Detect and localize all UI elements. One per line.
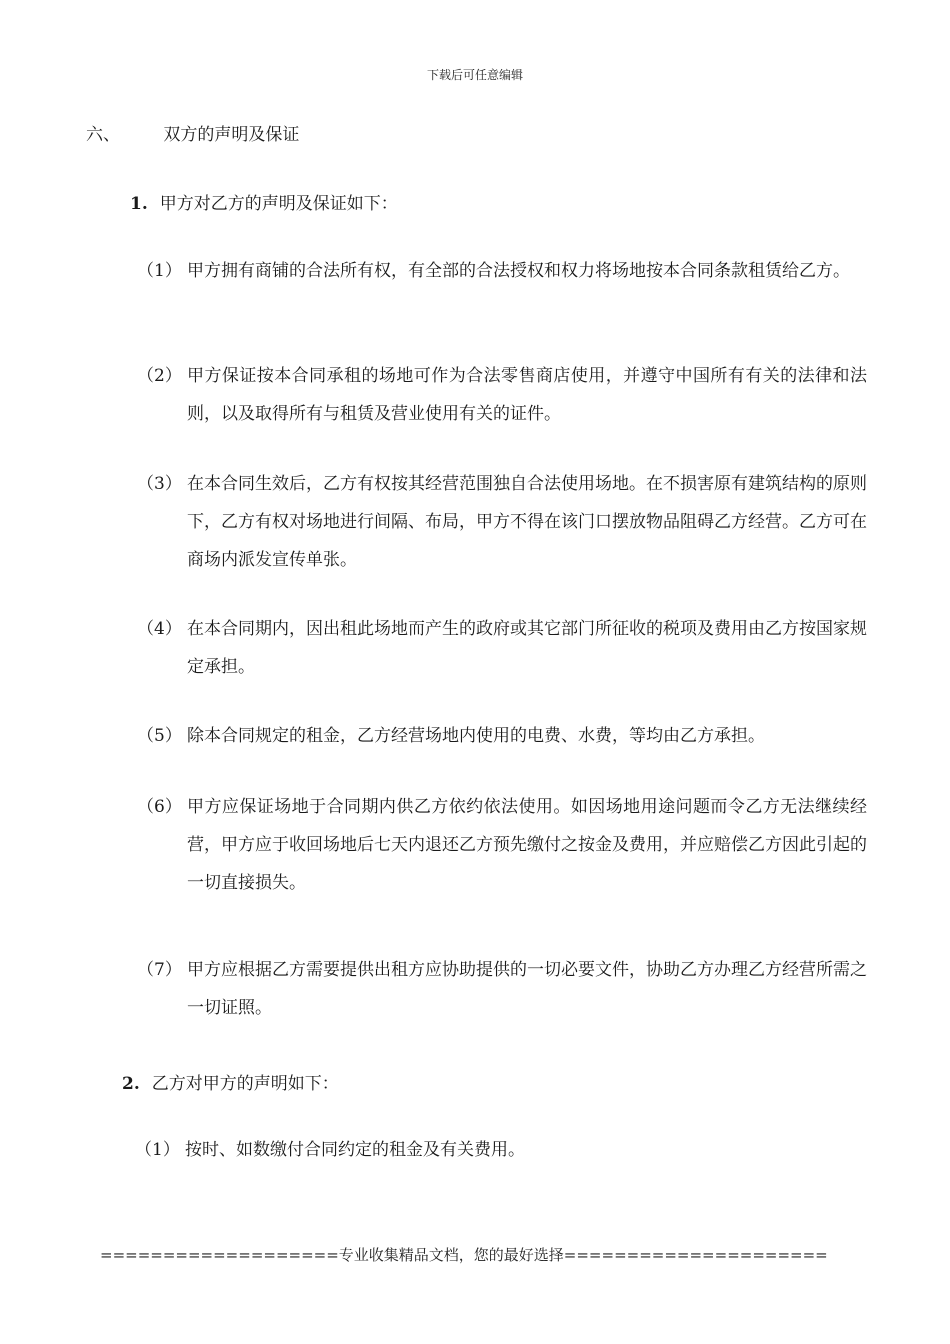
page-footer: ===================专业收集精品文档，您的最好选择===================== — [100, 1246, 828, 1264]
clause-text: 在本合同期内，因出租此场地而产生的政府或其它部门所征收的税项及费用由乙方按国家规定承担。 — [187, 619, 867, 677]
clause-1-4 — [137, 610, 867, 686]
page-header: 下载后可任意编辑 — [426, 68, 523, 82]
section-title: 双方的声明及保证 — [163, 125, 300, 145]
section-heading — [86, 120, 299, 145]
clause-text: 甲方应保证场地于合同期内供乙方依约依法使用。如因场地用途问题而令乙方无法继续经营，甲方应于收回场地后七天内退还乙方预先缴付之按金及费用，并应赔偿乙方因此引起的一切直接损失。 — [187, 797, 867, 893]
subsection-2-number: 2. — [122, 1074, 140, 1094]
clause-2-1 — [135, 1131, 865, 1169]
subsection-1-title: 甲方对乙方的声明及保证如下： — [159, 194, 398, 214]
clause-1-6 — [137, 788, 867, 902]
clause-1-1 — [137, 252, 867, 290]
subsection-1-number: 1. — [130, 194, 148, 214]
clause-text: 甲方拥有商铺的合法所有权，有全部的合法授权和权力将场地按本合同条款租赁给乙方。 — [187, 261, 850, 281]
clause-label: （4） — [137, 619, 182, 639]
clause-label: （2） — [137, 366, 182, 386]
clause-text: 除本合同规定的租金，乙方经营场地内使用的电费、水费，等均由乙方承担。 — [187, 726, 765, 746]
clause-label: （7） — [137, 960, 182, 980]
clause-1-2 — [137, 357, 867, 433]
clause-text: 在本合同生效后，乙方有权按其经营范围独自合法使用场地。在不损害原有建筑结构的原则下，乙方有权对场地进行间隔、布局，甲方不得在该门口摆放物品阻碍乙方经营。乙方可在商场内派发宣传单张。 — [187, 474, 867, 570]
clause-label: （1） — [137, 261, 182, 281]
clause-text: 按时、如数缴付合同约定的租金及有关费用。 — [185, 1140, 525, 1160]
clause-1-3 — [137, 465, 867, 579]
clause-label: （3） — [137, 474, 182, 494]
clause-label: （6） — [137, 797, 182, 817]
clause-label: （1） — [135, 1140, 180, 1160]
clause-text: 甲方保证按本合同承租的场地可作为合法零售商店使用，并遵守中国所有有关的法律和法则，以及取得所有与租赁及营业使用有关的证件。 — [187, 366, 867, 424]
subsection-2-heading — [122, 1069, 339, 1094]
subsection-1-heading — [130, 189, 398, 214]
section-number: 六、 — [86, 125, 120, 145]
clause-text: 甲方应根据乙方需要提供出租方应协助提供的一切必要文件，协助乙方办理乙方经营所需之一切证照。 — [187, 960, 867, 1018]
subsection-2-title: 乙方对甲方的声明如下： — [151, 1074, 339, 1094]
clause-1-5 — [137, 717, 867, 755]
clause-1-7 — [137, 951, 867, 1027]
clause-label: （5） — [137, 726, 182, 746]
